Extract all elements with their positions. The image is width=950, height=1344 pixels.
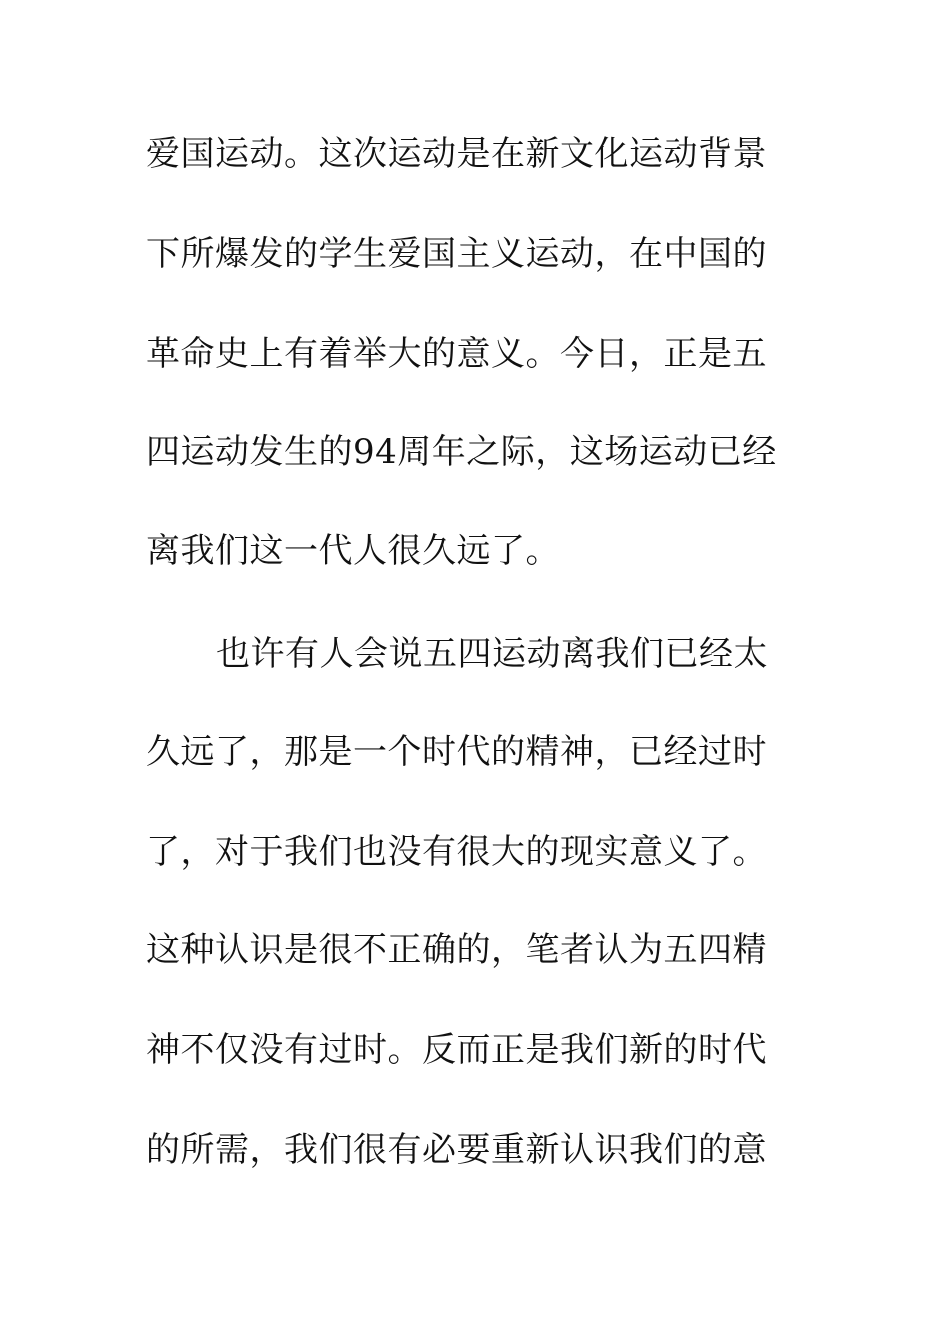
- paragraph-first-line: 也许有人会说五四运动离我们已经太: [216, 634, 768, 674]
- text-line: 革命史上有着举大的意义。今日，正是五: [146, 334, 767, 374]
- text-line: 的所需，我们很有必要重新认识我们的意: [146, 1130, 767, 1170]
- text-line: 四运动发生的94周年之际，这场运动已经: [146, 432, 777, 472]
- text-line: 了，对于我们也没有很大的现实意义了。: [146, 832, 767, 872]
- text-line: 神不仅没有过时。反而正是我们新的时代: [146, 1030, 767, 1070]
- text-line: 这种认识是很不正确的，笔者认为五四精: [146, 930, 767, 970]
- text-line: 离我们这一代人很久远了。: [146, 531, 560, 571]
- text-line: 久远了，那是一个时代的精神，已经过时: [146, 732, 767, 772]
- text-line: 下所爆发的学生爱国主义运动，在中国的: [146, 234, 767, 274]
- text-line: 爱国运动。这次运动是在新文化运动背景: [146, 134, 767, 174]
